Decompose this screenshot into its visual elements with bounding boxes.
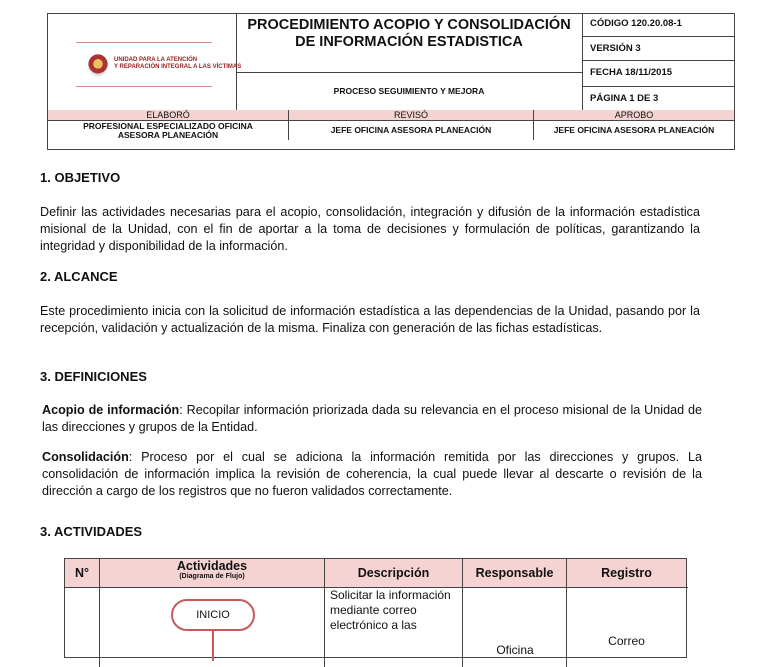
column-header-record: Registro	[567, 559, 686, 587]
definition-term: Consolidación	[42, 450, 129, 464]
document-version: VERSIÓN 3	[590, 43, 641, 54]
definition-acopio	[42, 402, 702, 436]
process-name: PROCESO SEGUIMIENTO Y MEJORA	[333, 86, 485, 96]
logo-top-rule	[76, 42, 212, 43]
activity-responsible: Oficina	[496, 643, 534, 657]
title-cell	[236, 14, 583, 110]
logo-bottom-rule	[76, 86, 212, 87]
document-code: CÓDIGO 120.20.08-1	[590, 18, 682, 29]
definition-text: : Proceso por el cual se adiciona la información remitida por las direcciones y grupos. La consolidación de información implica la revisión de coherencia, la cual puede llevar al descarte o revisión de la dirección a cargo de los registros que no fueron validados correctamente.	[42, 450, 702, 498]
column-header-activities-label: Actividades	[176, 559, 248, 573]
section-definiciones-heading: 3. DEFINICIONES	[40, 369, 147, 384]
activity-record: Correo	[608, 634, 645, 648]
activities-table	[64, 558, 687, 658]
column-header-responsible: Responsable	[463, 559, 567, 587]
coat-of-arms-icon	[88, 54, 108, 76]
column-divider	[324, 587, 325, 667]
reviso-value: JEFE OFICINA ASESORA PLANEACIÓN	[330, 125, 492, 135]
header-left-border	[47, 117, 48, 150]
page-number: PÁGINA 1 DE 3	[590, 93, 659, 104]
aprobo-value: JEFE OFICINA ASESORA PLANEACIÓN	[553, 125, 715, 135]
activity-description: Solicitar la información mediante correo electrónico a las	[330, 588, 451, 632]
aprobo-label: APROBO	[534, 110, 734, 120]
column-header-activities-sublabel: (Diagrama de Flujo)	[179, 573, 245, 580]
meta-divider	[582, 36, 734, 37]
metadata-cell	[582, 14, 734, 110]
definition-text: : Recopilar información priorizada dada su relevancia en el proceso misional de la Unidad de las direcciones y grupos de la Entidad.	[42, 403, 702, 434]
section-alcance-text: Este procedimiento inicia con la solicitud de información estadística a las dependencias de la Unidad, pasando por la recepción, validación y actualización de la misma. Finaliza con generación de las fichas estadísticas.	[40, 304, 700, 335]
flowchart-start-node: INICIO	[171, 599, 255, 631]
reviso-label: REVISÓ	[289, 110, 534, 120]
elaboro-label: ELABORÓ	[48, 110, 289, 120]
section-objetivo-text: Definir las actividades necesarias para el acopio, consolidación, integración y difusión de la información estadística misional de la Unidad, con el fin de aportar a la toma de decisiones y formulación de políticas, garantizando la integridad y disponibilidad de la información.	[40, 205, 700, 253]
column-divider	[99, 587, 100, 667]
elaboro-value: PROFESIONAL ESPECIALIZADO OFICINA ASESORA PLANEACIÓN	[83, 121, 253, 140]
meta-divider	[582, 86, 734, 87]
definition-term: Acopio de información	[42, 403, 180, 417]
flowchart-connector	[212, 631, 214, 661]
document-title: PROCEDIMIENTO ACOPIO Y CONSOLIDACIÓN DE INFORMACIÓN ESTADISTICA	[247, 17, 571, 50]
logo-cell	[48, 14, 242, 110]
header-right-border	[734, 117, 735, 150]
column-header-activities	[100, 559, 325, 587]
header-bottom-border	[47, 149, 735, 150]
column-header-description: Descripción	[325, 559, 463, 587]
meta-divider	[582, 60, 734, 61]
column-header-number: N°	[65, 559, 100, 587]
section-actividades-heading: 3. ACTIVIDADES	[40, 524, 143, 539]
title-divider	[236, 72, 582, 73]
definition-consolidacion	[42, 449, 702, 500]
logo-text: UNIDAD PARA LA ATENCIÓN Y REPARACIÓN INTEGRAL A LAS VÍCTIMAS	[114, 57, 242, 70]
document-header-table	[47, 13, 735, 140]
section-alcance-heading: 2. ALCANCE	[40, 269, 118, 284]
section-objetivo-heading: 1. OBJETIVO	[40, 170, 121, 185]
document-date: FECHA 18/11/2015	[590, 67, 673, 78]
